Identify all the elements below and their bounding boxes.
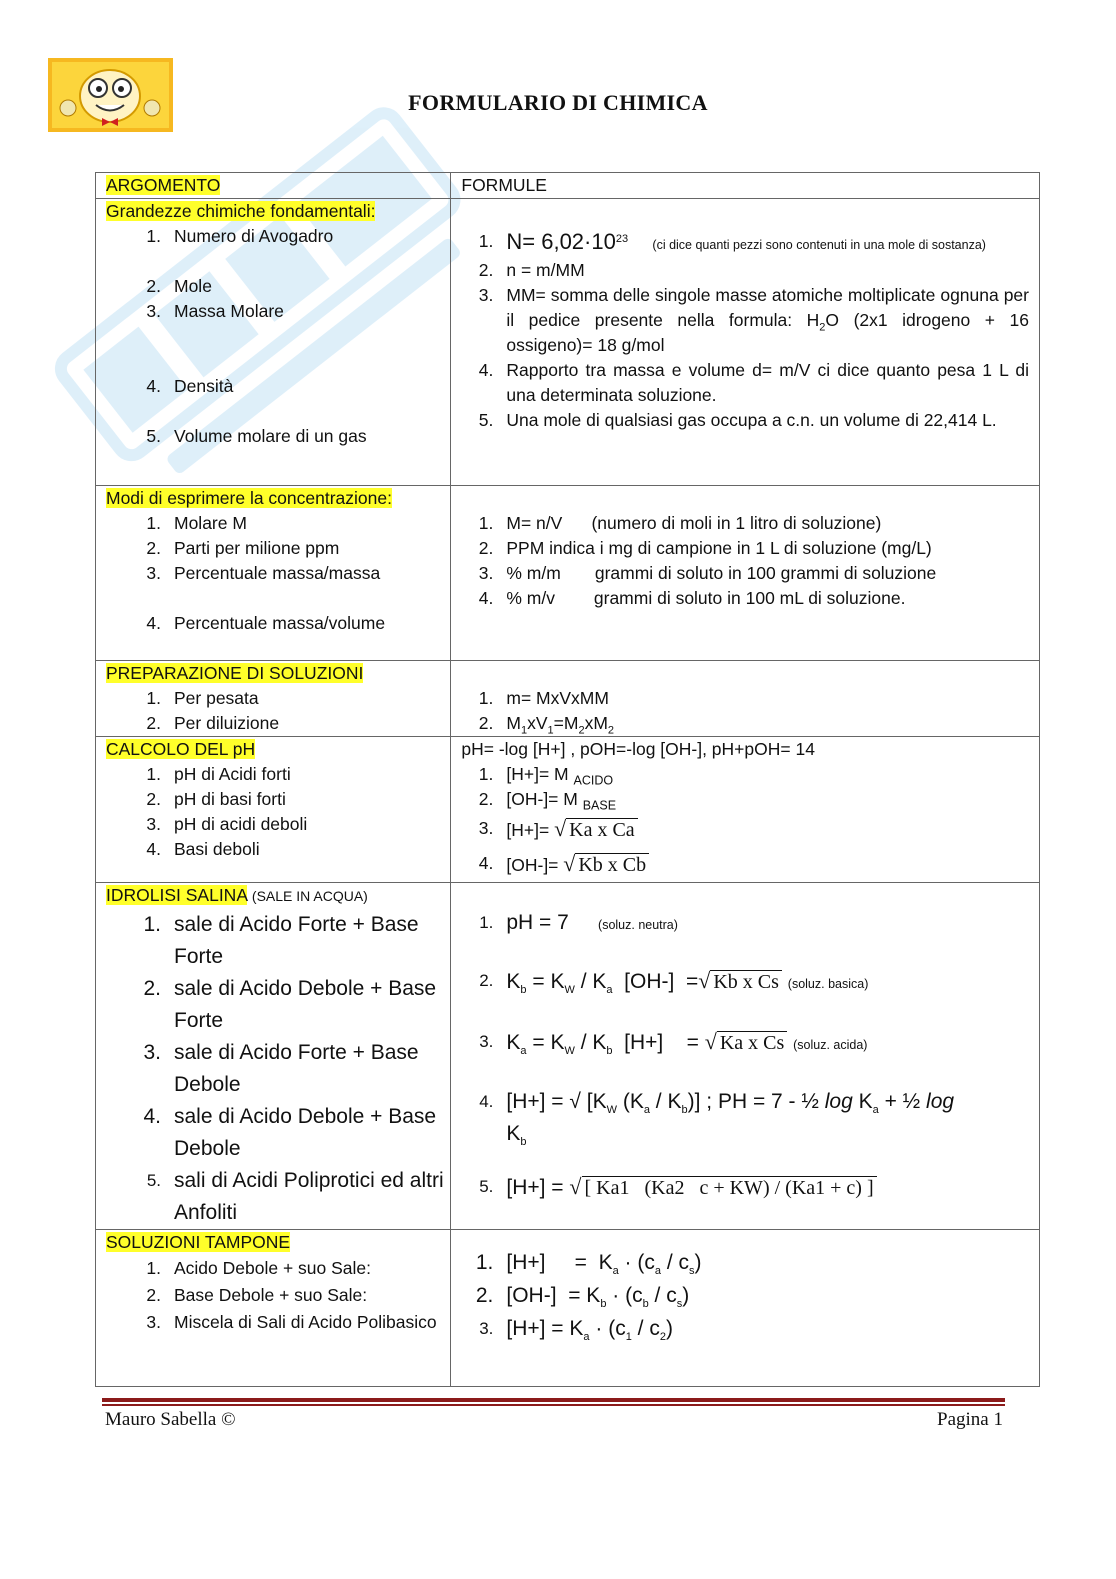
formula-item: 3. MM= somma delle singole masse atomiche moltiplicate ognuna per il pedice presente nella formula: $H_2O$ (2x1 idrogeno + 16 ossigeno)= 18 g/mol bbox=[478, 285, 1029, 355]
formula-item: 4. Rapporto tra massa e volume d= m/V ci dice quanto pesa 1 L di una determinata soluzione. bbox=[478, 360, 1029, 405]
list-item: 2. Mole bbox=[146, 276, 212, 296]
list-item: 2. Parti per milione ppm bbox=[146, 538, 340, 558]
formula-item: 1. [H+]= M $_{ACIDO}$ bbox=[478, 764, 614, 788]
header-argomento: ARGOMENTO bbox=[106, 175, 221, 195]
footer-page-number: Pagina 1 bbox=[937, 1409, 1003, 1430]
formula-item: 1. [H+] = $K_a \cdot (c_a / c_s)$ bbox=[475, 1251, 702, 1278]
footer-divider bbox=[102, 1398, 1005, 1402]
list-item: 4. Densità bbox=[146, 376, 234, 396]
table-row bbox=[96, 199, 1040, 486]
list-item: 3. Massa Molare bbox=[146, 301, 284, 321]
sqrt-expression: √ Ka x Ca bbox=[554, 812, 638, 847]
formula-item: 1. M= n/V (numero di moli in 1 litro di soluzione) bbox=[478, 513, 882, 533]
list-item: 1. pH di Acidi forti bbox=[146, 764, 291, 784]
ph-intro: pH= -log [H+] , pOH=-log [OH-], pH+pOH= 14 bbox=[461, 739, 815, 759]
formula-item: 1. $N= 6,02\cdot 10^{23}$ (ci dice quanti pezzi sono contenuti in una mole di sostanza) bbox=[478, 229, 986, 254]
list-item: 1. Per pesata bbox=[146, 688, 259, 708]
list-item: 5. sali di Acidi Poliprotici ed altri Anfoliti bbox=[146, 1169, 444, 1224]
formula-item: 5. [H+] = √ [ Ka1 (Ka2 c + KW) / (Ka1 + c) ] bbox=[451, 1170, 1039, 1205]
table-row bbox=[96, 883, 1040, 1230]
sqrt-expression: √ Ka x Cs bbox=[705, 1026, 788, 1059]
formula-item: 2. PPM indica i mg di campione in 1 L di soluzione (mg/L) bbox=[478, 538, 932, 558]
formula-item: 4. % m/v grammi di soluto in 100 mL di soluzione. bbox=[478, 588, 906, 608]
section-title: PREPARAZIONE DI SOLUZIONI bbox=[106, 663, 364, 683]
list-item: 3. sale di Acido Forte + Base Debole bbox=[143, 1041, 419, 1096]
section-title: Grandezze chimiche fondamentali: bbox=[106, 201, 376, 221]
sqrt-expression: √ Kb x Cs bbox=[698, 965, 782, 998]
list-item: 2. Per diluizione bbox=[146, 713, 280, 733]
page-title: FORMULARIO DI CHIMICA bbox=[408, 90, 708, 115]
header-formule: FORMULE bbox=[461, 175, 547, 195]
section-title: IDROLISI SALINA bbox=[106, 885, 248, 905]
section-title: SOLUZIONI TAMPONE bbox=[106, 1232, 291, 1252]
table-row bbox=[96, 1230, 1040, 1387]
list-item: 4. Basi deboli bbox=[146, 839, 260, 859]
list-item: 1. sale di Acido Forte + Base Forte bbox=[143, 913, 419, 968]
table-header-row bbox=[96, 173, 1040, 199]
formula-item: 3. % m/m grammi di soluto in 100 grammi di soluzione bbox=[478, 563, 937, 583]
section-subtitle: (SALE IN ACQUA) bbox=[251, 888, 368, 904]
formula-item: 3. $[H+] = K_a \cdot (c_1 / c_2)$ bbox=[479, 1317, 673, 1344]
formula-item: 1. pH = 7 (soluz. neutra) bbox=[479, 911, 678, 934]
formula-item: 4. [H+] = √ [$K_W$ $(K_a / K_b)$] ; PH = 7 - ½ $\log K_a$ + ½ log $K_b$ bbox=[479, 1090, 955, 1149]
formula-item: 2. $[OH-] = K_b \cdot (c_b / c_s)$ bbox=[475, 1284, 690, 1311]
list-item: 3. Percentuale massa/massa bbox=[146, 563, 381, 583]
list-item: 1. Acido Debole + suo Sale: bbox=[146, 1258, 372, 1278]
section-title: Modi di esprimere la concentrazione: bbox=[106, 488, 392, 508]
list-item: 4. sale di Acido Debole + Base Debole bbox=[143, 1105, 437, 1160]
section-title: CALCOLO DEL pH bbox=[106, 739, 256, 759]
table-row bbox=[96, 486, 1040, 661]
formula-item: 4. [OH-]= √ Kb x Cb bbox=[451, 847, 1039, 882]
sqrt-expression: √ Kb x Cb bbox=[563, 847, 649, 882]
formula-item: 5. Una mole di qualsiasi gas occupa a c.n. un volume di 22,414 L. bbox=[478, 410, 997, 430]
list-item: 4. Percentuale massa/volume bbox=[146, 613, 386, 633]
list-item: 1. Numero di Avogadro bbox=[146, 226, 334, 246]
list-item: 3. pH di acidi deboli bbox=[146, 814, 308, 834]
table-row bbox=[96, 737, 1040, 883]
formula-item: 1. m= MxVxMM bbox=[478, 688, 609, 708]
formula-item: 2. $K_b = K_W / K_a$ [OH-] =√ Kb x Cs (soluz. basica) bbox=[451, 965, 1039, 1000]
list-item: 2. Base Debole + suo Sale: bbox=[146, 1285, 368, 1305]
list-item: 2. sale di Acido Debole + Base Forte bbox=[143, 977, 437, 1032]
list-item: 5. Volume molare di un gas bbox=[146, 426, 367, 446]
footer-divider-thin bbox=[102, 1404, 1005, 1406]
list-item: 1. Molare M bbox=[146, 513, 247, 533]
formula-item: 3. [H+]= √ Ka x Ca bbox=[451, 812, 1039, 847]
formula-table bbox=[95, 172, 1040, 1387]
formula-item: 3. $K_a = K_W / K_b$ [H+] = √ Ka x Cs (soluz. acida) bbox=[451, 1026, 1039, 1061]
formula-item: 2. n = m/MM bbox=[478, 260, 585, 280]
formula-item: 2. [OH-]= M $_{BASE}$ bbox=[478, 789, 617, 813]
sqrt-expression: √ [ Ka1 (Ka2 c + KW) / (Ka1 + c) ] bbox=[569, 1170, 876, 1205]
list-item: 3. Miscela di Sali di Acido Polibasico bbox=[146, 1312, 437, 1332]
footer-author: Mauro Sabella © bbox=[105, 1409, 236, 1430]
formula-item: 2. $M_1xV_1=M_2xM_2$ bbox=[478, 713, 615, 737]
table-row bbox=[96, 661, 1040, 737]
list-item: 2. pH di basi forti bbox=[146, 789, 286, 809]
